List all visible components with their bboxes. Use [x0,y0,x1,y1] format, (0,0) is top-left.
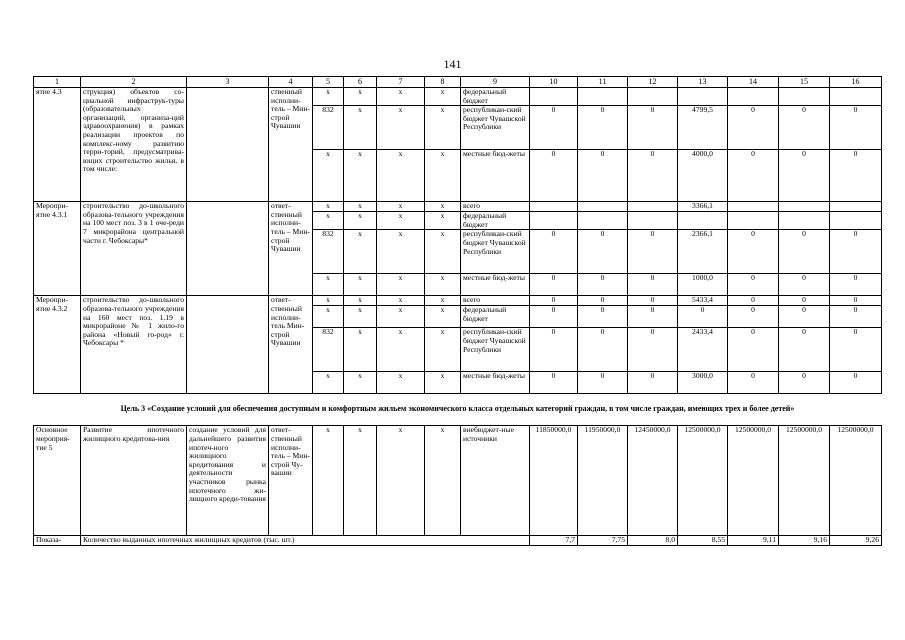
grbs-code: 832 [313,230,344,274]
value-cell: 0 [830,274,882,296]
measure-title: строительство до-школьного образова-тельного учреждения на 160 мест поз. 1.19 в микрорайоне № 1 жило-го района «Новый го-род» г. Чебоксары * [81,296,187,394]
funding-source: республикан-ский бюджет Чувашской Республики [461,230,530,274]
value-cell: 11950000,0 [578,426,628,536]
responsible-executor: ответ-ственный исполни-тель – Мин-строй Чувашии [269,202,313,296]
rz-pr-code: x [344,328,377,372]
csr-code: x [377,372,425,394]
funding-source: местные бюд-жеты [461,150,530,202]
value-cell: 0 [628,230,678,274]
vr-code: x [425,306,461,328]
value-cell: 0 [530,150,578,202]
grbs-code: 832 [313,328,344,372]
vr-code: x [425,274,461,296]
value-cell [578,202,628,212]
csr-code: x [377,328,425,372]
value-cell: 12500000,0 [678,426,728,536]
value-cell [530,88,578,106]
rz-pr-code: x [344,88,377,106]
vr-code: x [425,150,461,202]
csr-code: x [377,306,425,328]
value-cell [628,88,678,106]
measure-code: Основное мероприя-тие 5 [34,426,81,536]
value-cell: 0 [728,106,779,150]
vr-code: x [425,202,461,212]
value-cell: 12500000,0 [728,426,779,536]
indicator-label: Количество выданных ипотечных жилищных кредитов (тыс. шт.) [81,536,530,546]
vr-code: x [425,88,461,106]
value-cell: 0 [779,150,830,202]
header-cell: 5 [313,77,344,88]
value-cell: 0 [578,306,628,328]
goal-heading: Цель 3 «Создание условий для обеспечения доступным и комфортным жильем экономического класса отдельных категорий граждан, в том числе граждан, имеющих трех и более детей» [120,404,795,414]
value-cell: 0 [628,296,678,306]
responsible-executor: ответ-ственный исполни-тель – Мин-строй Чу-вашии [269,426,313,536]
funding-source: внебюджет-ные источники [461,426,530,536]
table-row [34,296,882,306]
grbs-code: x [313,296,344,306]
value-cell [830,212,882,230]
value-cell: 0 [830,230,882,274]
funding-source: местные бюд-жеты [461,274,530,296]
column-numbers-row [34,77,882,88]
value-cell: 2366,1 [678,230,728,274]
value-cell: 11850000,0 [530,426,578,536]
value-cell: 0 [728,150,779,202]
funding-source: республикан-ский бюджет Чувашской Республики [461,328,530,372]
value-cell: 0 [530,306,578,328]
value-cell: 0 [628,106,678,150]
csr-code: x [377,274,425,296]
value-cell: 1000,0 [678,274,728,296]
vr-code: x [425,106,461,150]
value-cell: 0 [728,274,779,296]
indicator-value: 8,55 [678,536,728,546]
value-cell: 5433,4 [678,296,728,306]
value-cell: 0 [779,328,830,372]
csr-code: x [377,106,425,150]
rz-pr-code: x [344,230,377,274]
grbs-code: x [313,88,344,106]
value-cell: 0 [578,106,628,150]
value-cell: 0 [578,150,628,202]
grbs-code: x [313,274,344,296]
indicator-code: Показа- [34,536,81,546]
value-cell: 0 [530,106,578,150]
funding-source: местные бюд-жеты [461,372,530,394]
rz-pr-code: x [344,426,377,536]
goal-row [34,394,882,426]
header-cell: 2 [81,77,187,88]
value-cell: 0 [728,372,779,394]
measure-title: струкция) объектов со-циальной инфраструк-туры (образовательных организаций, организа-ций здравоохранения) в рамках реализации проектов по комплекс-ному развитию терри-торий, предусматрива-ющих строительство жилья, в том числе: [81,88,187,202]
value-cell [830,202,882,212]
grbs-code: x [313,202,344,212]
header-cell: 10 [530,77,578,88]
value-cell: 0 [728,230,779,274]
value-cell: 0 [830,150,882,202]
value-cell [779,212,830,230]
value-cell [830,88,882,106]
funding-source: федеральный бюджет [461,212,530,230]
measure-code: Меропри-ятие 4.3.1 [34,202,81,296]
csr-code: x [377,212,425,230]
rz-pr-code: x [344,296,377,306]
header-cell: 3 [187,77,269,88]
value-cell: 3000,0 [678,372,728,394]
value-cell: 0 [628,150,678,202]
measure-goal [187,202,269,296]
value-cell [578,88,628,106]
csr-code: x [377,202,425,212]
value-cell: 0 [779,306,830,328]
vr-code: x [425,230,461,274]
value-cell: 0 [728,306,779,328]
grbs-code: x [313,150,344,202]
value-cell: 0 [628,328,678,372]
value-cell [728,212,779,230]
header-cell: 6 [344,77,377,88]
rz-pr-code: x [344,106,377,150]
value-cell: 0 [779,106,830,150]
value-cell: 0 [578,230,628,274]
value-cell [530,212,578,230]
value-cell: 0 [578,296,628,306]
vr-code: x [425,426,461,536]
table-row [34,426,882,536]
value-cell [530,202,578,212]
indicator-value: 8,0 [628,536,678,546]
header-cell: 11 [578,77,628,88]
measure-goal [187,88,269,202]
grbs-code: x [313,212,344,230]
responsible-executor: ственный исполни-тель – Мин-строй Чувашии [269,88,313,202]
vr-code: x [425,296,461,306]
value-cell: 0 [779,296,830,306]
value-cell: 0 [530,274,578,296]
indicator-value: 9,11 [728,536,779,546]
header-cell: 7 [377,77,425,88]
value-cell [678,88,728,106]
header-cell: 9 [461,77,530,88]
value-cell: 0 [628,372,678,394]
header-cell: 16 [830,77,882,88]
grbs-code: x [313,426,344,536]
value-cell: 0 [578,372,628,394]
value-cell: 0 [779,230,830,274]
measure-code: ятие 4.3 [34,88,81,202]
table-row [34,202,882,212]
measure-title: Развитие ипотечного жилищного кредитова-ния [81,426,187,536]
value-cell: 0 [578,328,628,372]
value-cell: 0 [530,296,578,306]
program-table [33,76,882,546]
value-cell [728,202,779,212]
indicator-value: 9,26 [830,536,882,546]
measure-goal: создание условий для дальнейшего развития ипотеч-ного жилищного кредитования и деятельности участников рынка ипотечного жи-лищного креди-тования [187,426,269,536]
value-cell: 0 [578,274,628,296]
value-cell [628,202,678,212]
value-cell: 0 [530,230,578,274]
header-cell: 13 [678,77,728,88]
measure-title: строительство до-школьного образова-тельного учреждения на 100 мест поз. 3 в 1 оче-реди 7 микрорайона центральной части г. Чебоксары* [81,202,187,296]
csr-code: x [377,88,425,106]
measure-code: Меропри-ятие 4.3.2 [34,296,81,394]
value-cell: 2433,4 [678,328,728,372]
grbs-code: x [313,372,344,394]
value-cell: 0 [628,274,678,296]
page-number: 141 [443,57,462,71]
header-cell: 15 [779,77,830,88]
value-cell [779,202,830,212]
value-cell [628,212,678,230]
header-cell: 14 [728,77,779,88]
value-cell: 0 [678,306,728,328]
value-cell: 0 [830,306,882,328]
indicator-row [34,536,882,546]
vr-code: x [425,212,461,230]
csr-code: x [377,296,425,306]
rz-pr-code: x [344,372,377,394]
grbs-code: 832 [313,106,344,150]
value-cell [578,212,628,230]
value-cell: 0 [830,328,882,372]
rz-pr-code: x [344,274,377,296]
csr-code: x [377,230,425,274]
funding-source: республикан-ский бюджет Чувашской Республики [461,106,530,150]
value-cell: 0 [728,296,779,306]
header-cell: 12 [628,77,678,88]
csr-code: x [377,426,425,536]
funding-source: федеральный бюджет [461,88,530,106]
value-cell: 0 [830,296,882,306]
table-row [34,88,882,106]
indicator-value: 7,75 [578,536,628,546]
value-cell: 4000,0 [678,150,728,202]
value-cell: 0 [530,372,578,394]
funding-source: федеральный бюджет [461,306,530,328]
grbs-code: x [313,306,344,328]
value-cell: 12500000,0 [779,426,830,536]
value-cell: 0 [779,274,830,296]
value-cell: 0 [779,372,830,394]
value-cell: 0 [628,306,678,328]
value-cell [728,88,779,106]
value-cell: 0 [830,372,882,394]
rz-pr-code: x [344,150,377,202]
header-cell: 1 [34,77,81,88]
measure-goal [187,296,269,394]
vr-code: x [425,328,461,372]
funding-source: всего [461,296,530,306]
value-cell: 4799,5 [678,106,728,150]
vr-code: x [425,372,461,394]
rz-pr-code: x [344,212,377,230]
funding-source: всего [461,202,530,212]
header-cell: 4 [269,77,313,88]
rz-pr-code: x [344,306,377,328]
value-cell: 12450000,0 [628,426,678,536]
indicator-value: 9,16 [779,536,830,546]
value-cell [678,212,728,230]
value-cell: 3366,1 [678,202,728,212]
csr-code: x [377,150,425,202]
value-cell [779,88,830,106]
value-cell: 0 [530,328,578,372]
indicator-value: 7,7 [530,536,578,546]
value-cell: 0 [830,106,882,150]
value-cell: 0 [728,328,779,372]
responsible-executor: ответ-ственный исполни-тель Мин-строй Чувашии [269,296,313,394]
header-cell: 8 [425,77,461,88]
value-cell: 12500000,0 [830,426,882,536]
rz-pr-code: x [344,202,377,212]
